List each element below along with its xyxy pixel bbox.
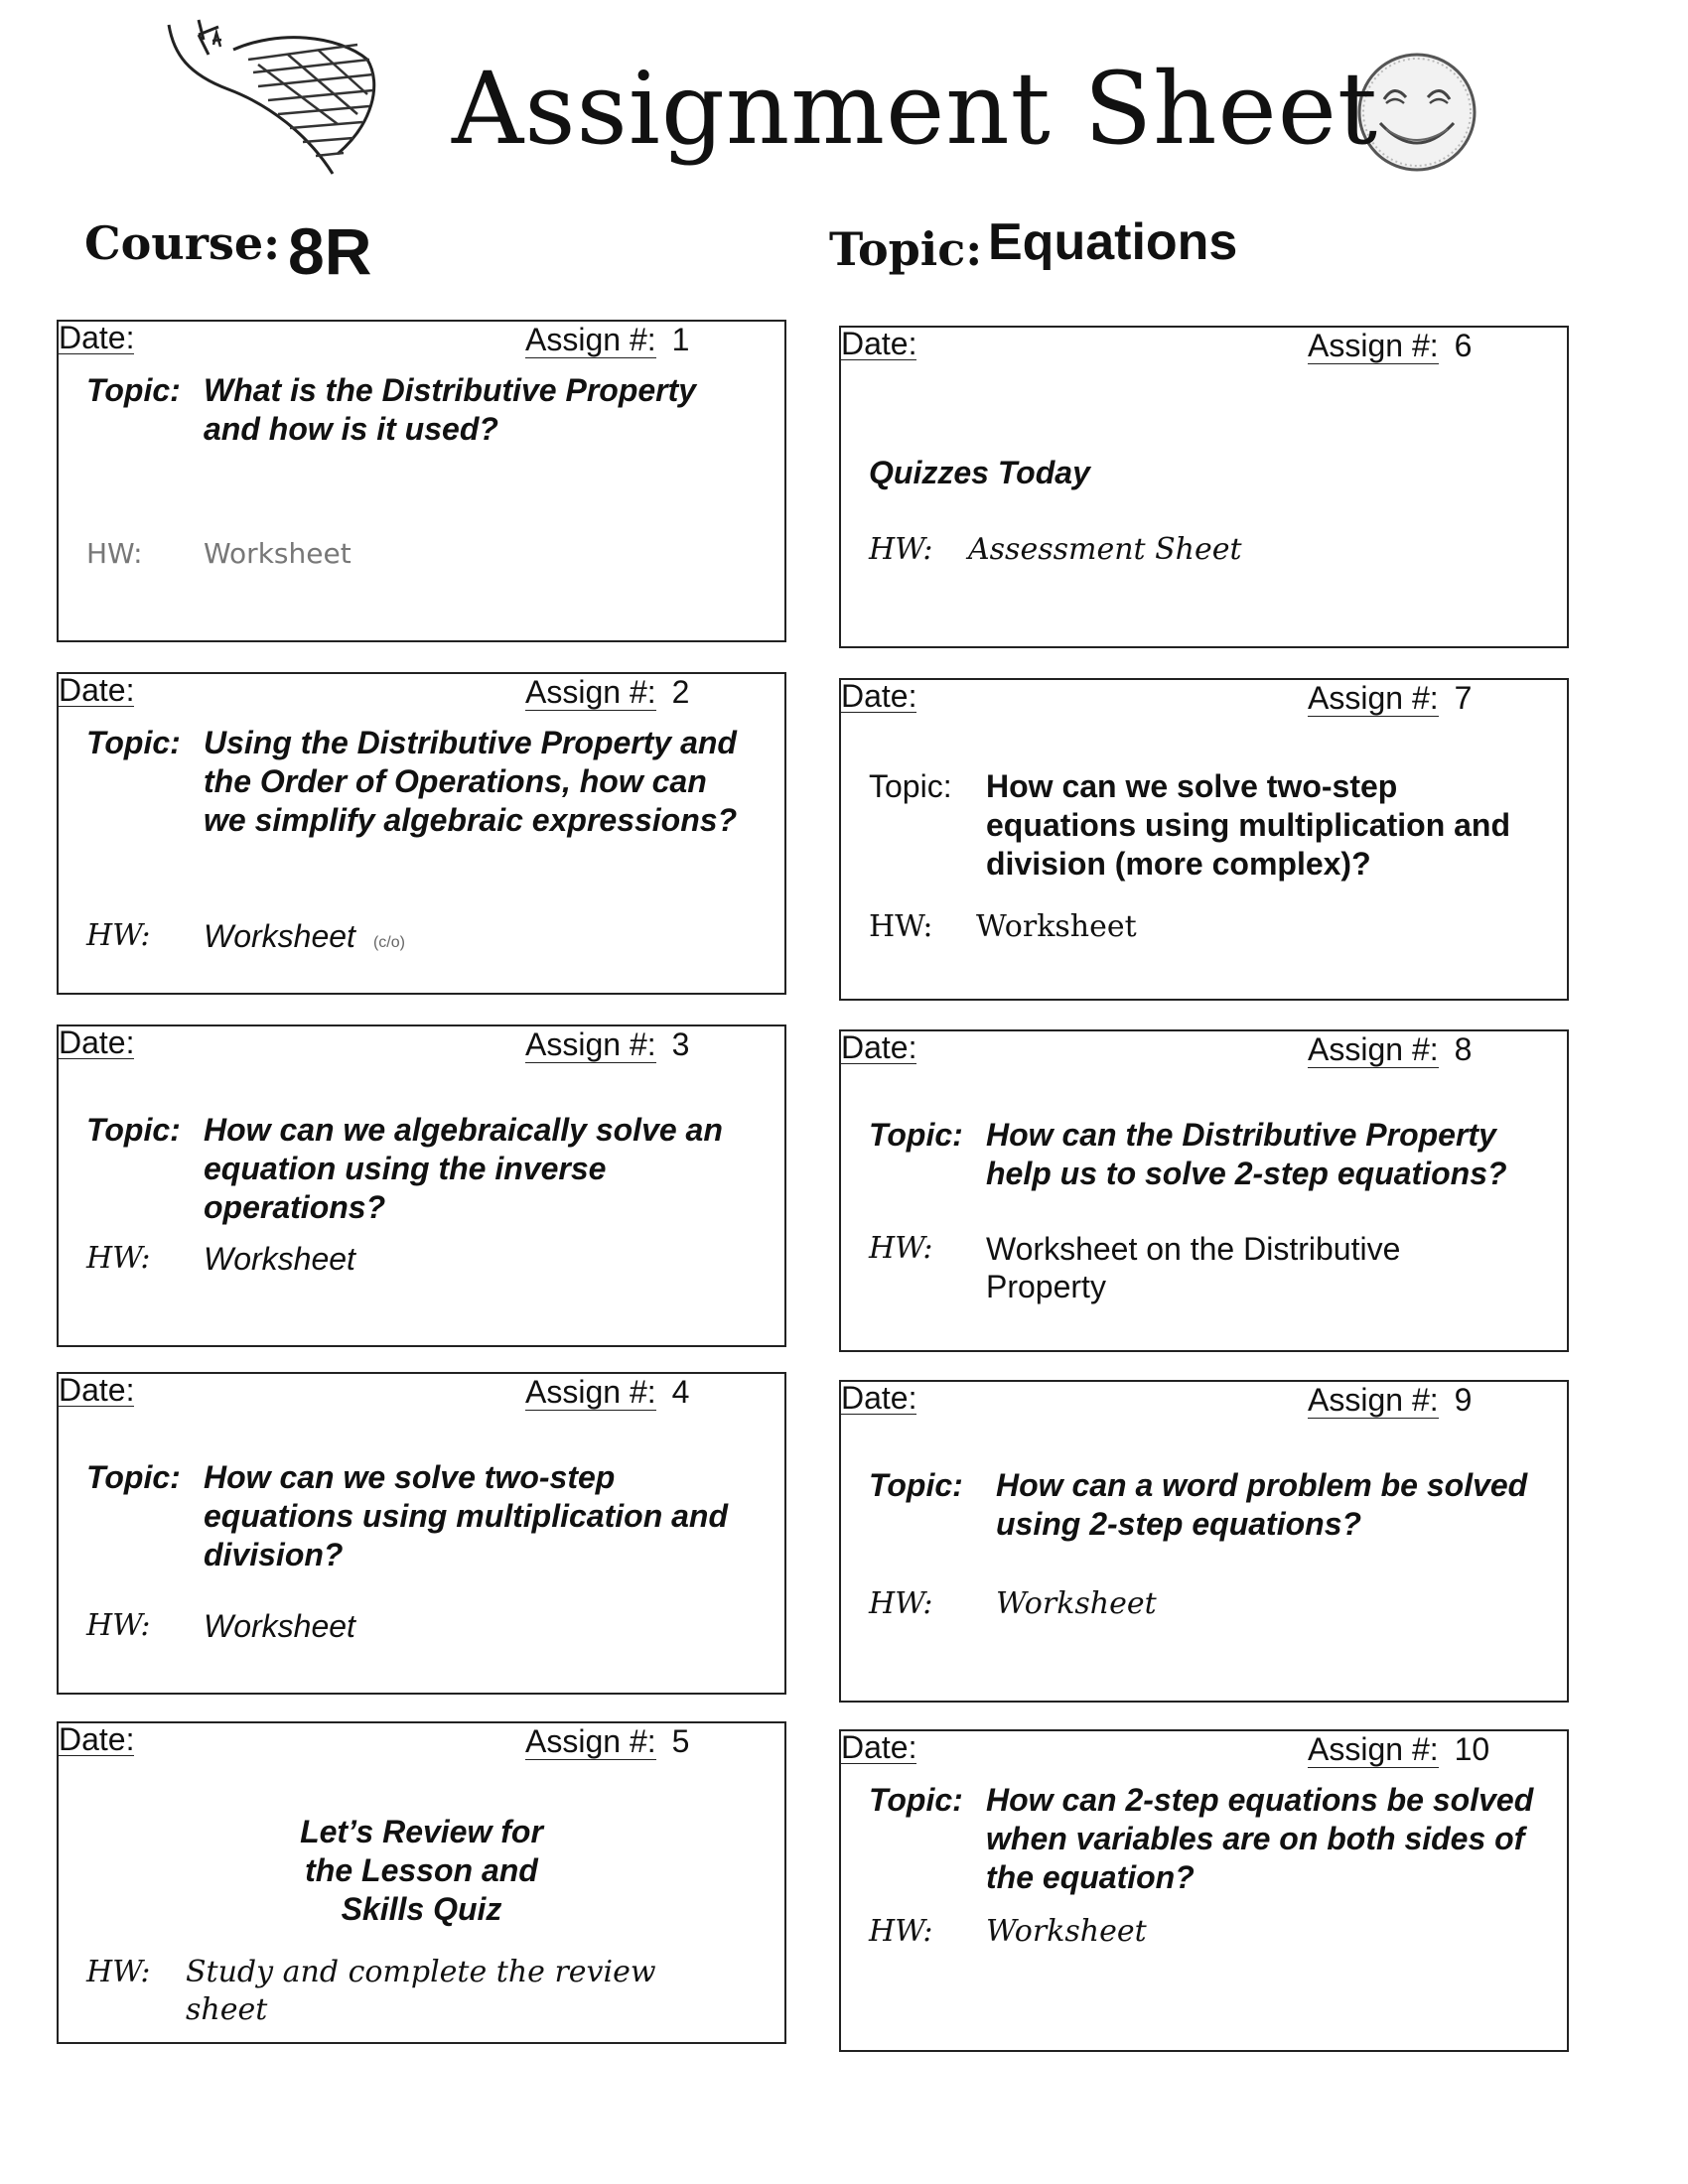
- topic-row: [869, 1781, 1562, 1897]
- assign-number: [525, 324, 689, 355]
- hw-row: [86, 1240, 755, 1278]
- assign-label: Assign #:: [525, 322, 656, 357]
- hw-label: HW:: [869, 1914, 933, 1949]
- hw-row: [869, 908, 1527, 946]
- hw-row: [86, 917, 755, 962]
- hw-label: HW:: [86, 1608, 151, 1643]
- topic-row-label: Topic:: [869, 768, 952, 804]
- assign-label: Assign #:: [525, 1026, 656, 1062]
- hw-text: Worksheet: [976, 909, 1137, 944]
- assign-label: Assign #:: [525, 674, 656, 710]
- topic-row-label: Topic:: [86, 372, 181, 408]
- topic-row: [869, 767, 1527, 884]
- hw-label: HW:: [86, 918, 151, 953]
- assignment-card-5: [57, 1721, 786, 2044]
- assign-label: Assign #:: [1308, 1731, 1439, 1767]
- topic-row: [869, 1466, 1532, 1544]
- assign-value: 8: [1454, 1031, 1473, 1067]
- hw-text: Study and complete the review sheet: [186, 1955, 656, 2027]
- topic-text: How can 2-step equations be solved when variables are on both sides of the equation?: [986, 1782, 1534, 1895]
- topic-text: How can we solve two-step equations using multiplication and division (more complex)?: [986, 768, 1511, 882]
- assign-value: 6: [1454, 328, 1473, 363]
- topic-text: Using the Distributive Property and the Order of Operations, how can we simplify algebraic expressions?: [204, 725, 738, 838]
- topic-row: [86, 724, 745, 840]
- assign-label: Assign #:: [1308, 328, 1439, 363]
- hw-label: HW:: [869, 909, 933, 944]
- topic-text: How can a word problem be solved using 2-step equations?: [996, 1467, 1528, 1542]
- assign-label: Assign #:: [525, 1374, 656, 1410]
- assignment-card-4: [57, 1372, 786, 1695]
- hw-text: Worksheet: [986, 1914, 1147, 1949]
- assign-number: [1308, 1033, 1472, 1065]
- assignment-card-1: [57, 320, 786, 642]
- assignment-card-8: [839, 1029, 1569, 1352]
- assign-value: 5: [671, 1723, 690, 1759]
- assign-label: Assign #:: [1308, 680, 1439, 716]
- date-label: Date:: [841, 1380, 917, 1416]
- topic-row: [86, 371, 745, 449]
- assign-value: 2: [671, 674, 690, 710]
- assign-number: [1308, 1733, 1489, 1765]
- hw-label: HW:: [86, 1955, 151, 1989]
- assign-label: Assign #:: [525, 1723, 656, 1759]
- hw-text: Worksheet: [204, 918, 355, 954]
- assign-label: Assign #:: [1308, 1382, 1439, 1418]
- date-label: Date:: [59, 1372, 135, 1408]
- hw-row: [869, 1913, 1537, 1951]
- topic-row-label: Topic:: [869, 1117, 963, 1153]
- graded-paper-icon: [159, 15, 387, 189]
- topic-row-label: Topic:: [86, 725, 181, 760]
- date-label: Date:: [841, 678, 917, 714]
- date-label: Date:: [59, 1721, 135, 1757]
- hw-label: HW:: [869, 1231, 933, 1266]
- assign-label: Assign #:: [1308, 1031, 1439, 1067]
- assign-value: 10: [1454, 1731, 1490, 1767]
- assign-number: [525, 676, 689, 708]
- hw-text: Worksheet on the Distributive Property: [986, 1231, 1401, 1304]
- hw-text: Worksheet: [204, 1241, 355, 1277]
- topic-row-label: Topic:: [86, 1112, 181, 1148]
- course-value: 8R: [288, 214, 372, 288]
- topic-row-label: Topic:: [869, 1467, 963, 1503]
- assignment-card-3: [57, 1024, 786, 1347]
- hw-row: [869, 531, 1519, 569]
- hw-label: HW:: [86, 537, 143, 570]
- assign-value: 4: [671, 1374, 690, 1410]
- assign-value: 7: [1454, 680, 1473, 716]
- topic-row-label: Topic:: [869, 1782, 963, 1818]
- topic-text: How can we algebraically solve an equation using the inverse operations?: [204, 1112, 723, 1225]
- topic-text: What is the Distributive Property and how is it used?: [204, 372, 697, 447]
- topic-row: [86, 1111, 745, 1227]
- topic-text: How can the Distributive Property help us to solve 2-step equations?: [986, 1117, 1507, 1191]
- hw-text: Assessment Sheet: [968, 532, 1242, 567]
- assignment-card-6: [839, 326, 1569, 648]
- hw-label: HW:: [869, 532, 933, 567]
- assign-number: [525, 1725, 689, 1757]
- hw-label: HW:: [869, 1586, 933, 1621]
- topic-text: How can we solve two-step equations using multiplication and division?: [204, 1459, 729, 1572]
- topic-row-label: Topic:: [86, 1459, 181, 1495]
- assignment-card-10: [839, 1729, 1569, 2052]
- hw-row: [869, 1585, 1547, 1623]
- date-label: Date:: [841, 326, 917, 361]
- topic-value: Equations: [988, 213, 1238, 271]
- hw-row: [86, 535, 755, 573]
- quizzes-text: Quizzes Today: [869, 455, 1090, 490]
- hw-note: (c/o): [372, 934, 405, 951]
- assign-number: [525, 1376, 689, 1408]
- assign-number: [1308, 1384, 1472, 1416]
- assign-value: 9: [1454, 1382, 1473, 1418]
- assign-value: 1: [671, 322, 690, 357]
- hw-row: [86, 1607, 755, 1645]
- review-text: Let’s Review for the Lesson and Skills Quiz: [300, 1814, 543, 1927]
- hw-text-wrap: [204, 917, 755, 962]
- page-title: Assignment Sheet: [452, 51, 1379, 167]
- hw-row: [86, 1954, 737, 2029]
- topic-row: [86, 1458, 745, 1574]
- assignment-card-2: [57, 672, 786, 995]
- hw-row: [869, 1230, 1453, 1305]
- assign-number: [1308, 330, 1472, 361]
- date-label: Date:: [841, 1029, 917, 1065]
- hw-text: Worksheet: [204, 537, 352, 570]
- date-label: Date:: [59, 672, 135, 708]
- assignment-card-7: [839, 678, 1569, 1001]
- course-label: Course:: [84, 216, 281, 270]
- assign-number: [525, 1028, 689, 1060]
- hw-text: Worksheet: [996, 1586, 1157, 1621]
- topic-label: Topic:: [829, 222, 983, 276]
- assign-number: [1308, 682, 1472, 714]
- date-label: Date:: [59, 1024, 135, 1060]
- date-label: Date:: [59, 320, 135, 355]
- topic-row: [869, 1116, 1562, 1193]
- assign-value: 3: [671, 1026, 690, 1062]
- date-label: Date:: [841, 1729, 917, 1765]
- assignment-card-9: [839, 1380, 1569, 1703]
- hw-text: Worksheet: [204, 1608, 355, 1644]
- hw-label: HW:: [86, 1241, 151, 1276]
